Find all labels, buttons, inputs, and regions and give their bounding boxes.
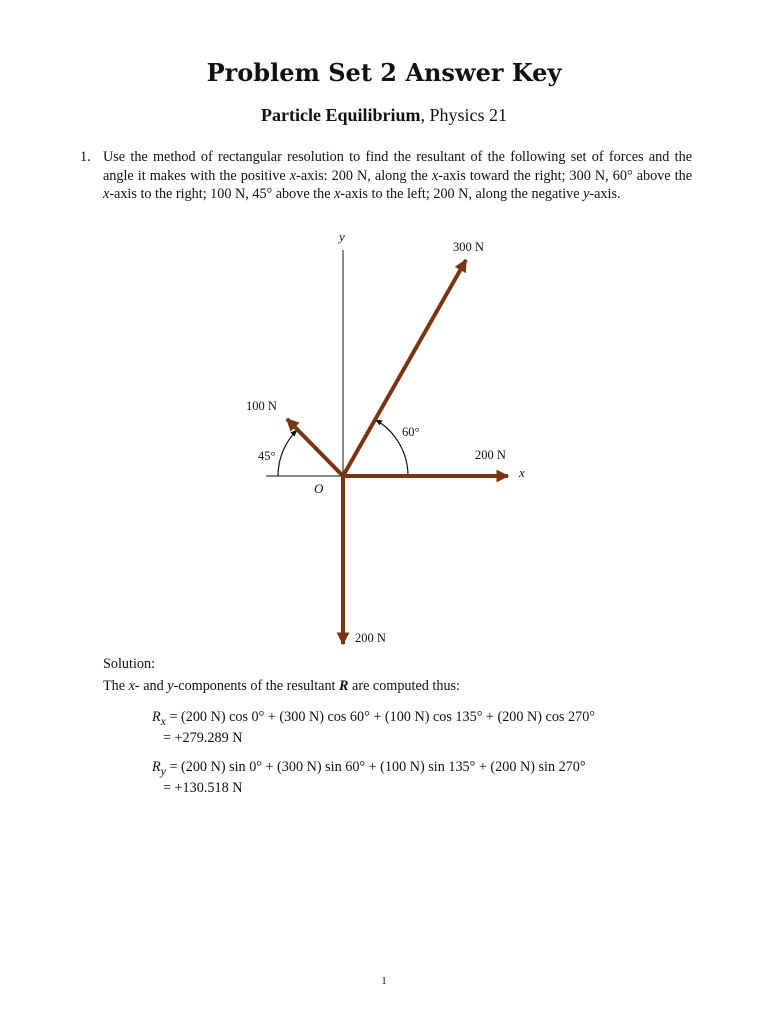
force-label-200n-down: 200 N xyxy=(355,631,386,645)
page-title: Problem Set 2 Answer Key xyxy=(206,58,562,87)
force-arrow-300n xyxy=(343,260,466,476)
angle-label-45: 45° xyxy=(258,449,276,463)
force-arrow-100n xyxy=(287,419,343,476)
intro-mid: - and xyxy=(134,678,168,694)
intro-pre: The xyxy=(103,678,129,694)
force-label-300n: 300 N xyxy=(453,240,484,254)
force-label-200n-x: 200 N xyxy=(475,448,506,462)
ry-sub: y xyxy=(160,763,166,778)
problem-number: 1. xyxy=(80,149,91,165)
rx-result: = +279.289 N xyxy=(163,730,243,746)
subtitle-course: , Physics 21 xyxy=(420,105,507,125)
intro-y: y xyxy=(167,678,174,694)
problem-statement: Use the method of rectangular resolution to find the resultant of the following set of forces and the angle it makes with the positive x-axis: 200 N, along the x-axis toward the right; 300 N, 60° above the x-axis to the right; 100 N, 45° above the x-axis to the left; 200 N, along the negative y-axis. xyxy=(103,149,692,203)
solution-heading: Solution: xyxy=(103,656,156,672)
intro-r-vector: R xyxy=(339,678,349,694)
intro-x: x xyxy=(128,678,135,694)
angle-label-60: 60° xyxy=(402,425,420,439)
angle-arc-45 xyxy=(278,430,297,476)
solution-intro-line xyxy=(103,675,703,697)
rx-symbol: R xyxy=(152,709,161,725)
rx-equation xyxy=(152,709,595,729)
solution-intro xyxy=(103,653,703,697)
rx-expression: = (200 N) cos 0° + (300 N) cos 60° + (100 N) cos 135° + (200 N) cos 270° xyxy=(165,709,595,725)
subtitle-topic: Particle Equilibrium xyxy=(260,105,421,125)
ry-equation xyxy=(152,759,586,779)
page-number: 1 xyxy=(381,975,387,987)
rx-sub: x xyxy=(160,713,166,728)
ry-result: = +130.518 N xyxy=(163,780,243,796)
y-axis-label: y xyxy=(339,229,345,244)
force-label-100n: 100 N xyxy=(246,399,277,413)
x-axis-label: x xyxy=(519,465,525,480)
intro-post: -components of the resultant xyxy=(173,678,340,694)
intro-end: are computed thus: xyxy=(348,678,460,694)
ry-symbol: R xyxy=(152,759,161,775)
ry-expression: = (200 N) sin 0° + (300 N) sin 60° + (100 N) sin 135° + (200 N) sin 270° xyxy=(165,759,586,775)
origin-label: O xyxy=(314,481,324,496)
